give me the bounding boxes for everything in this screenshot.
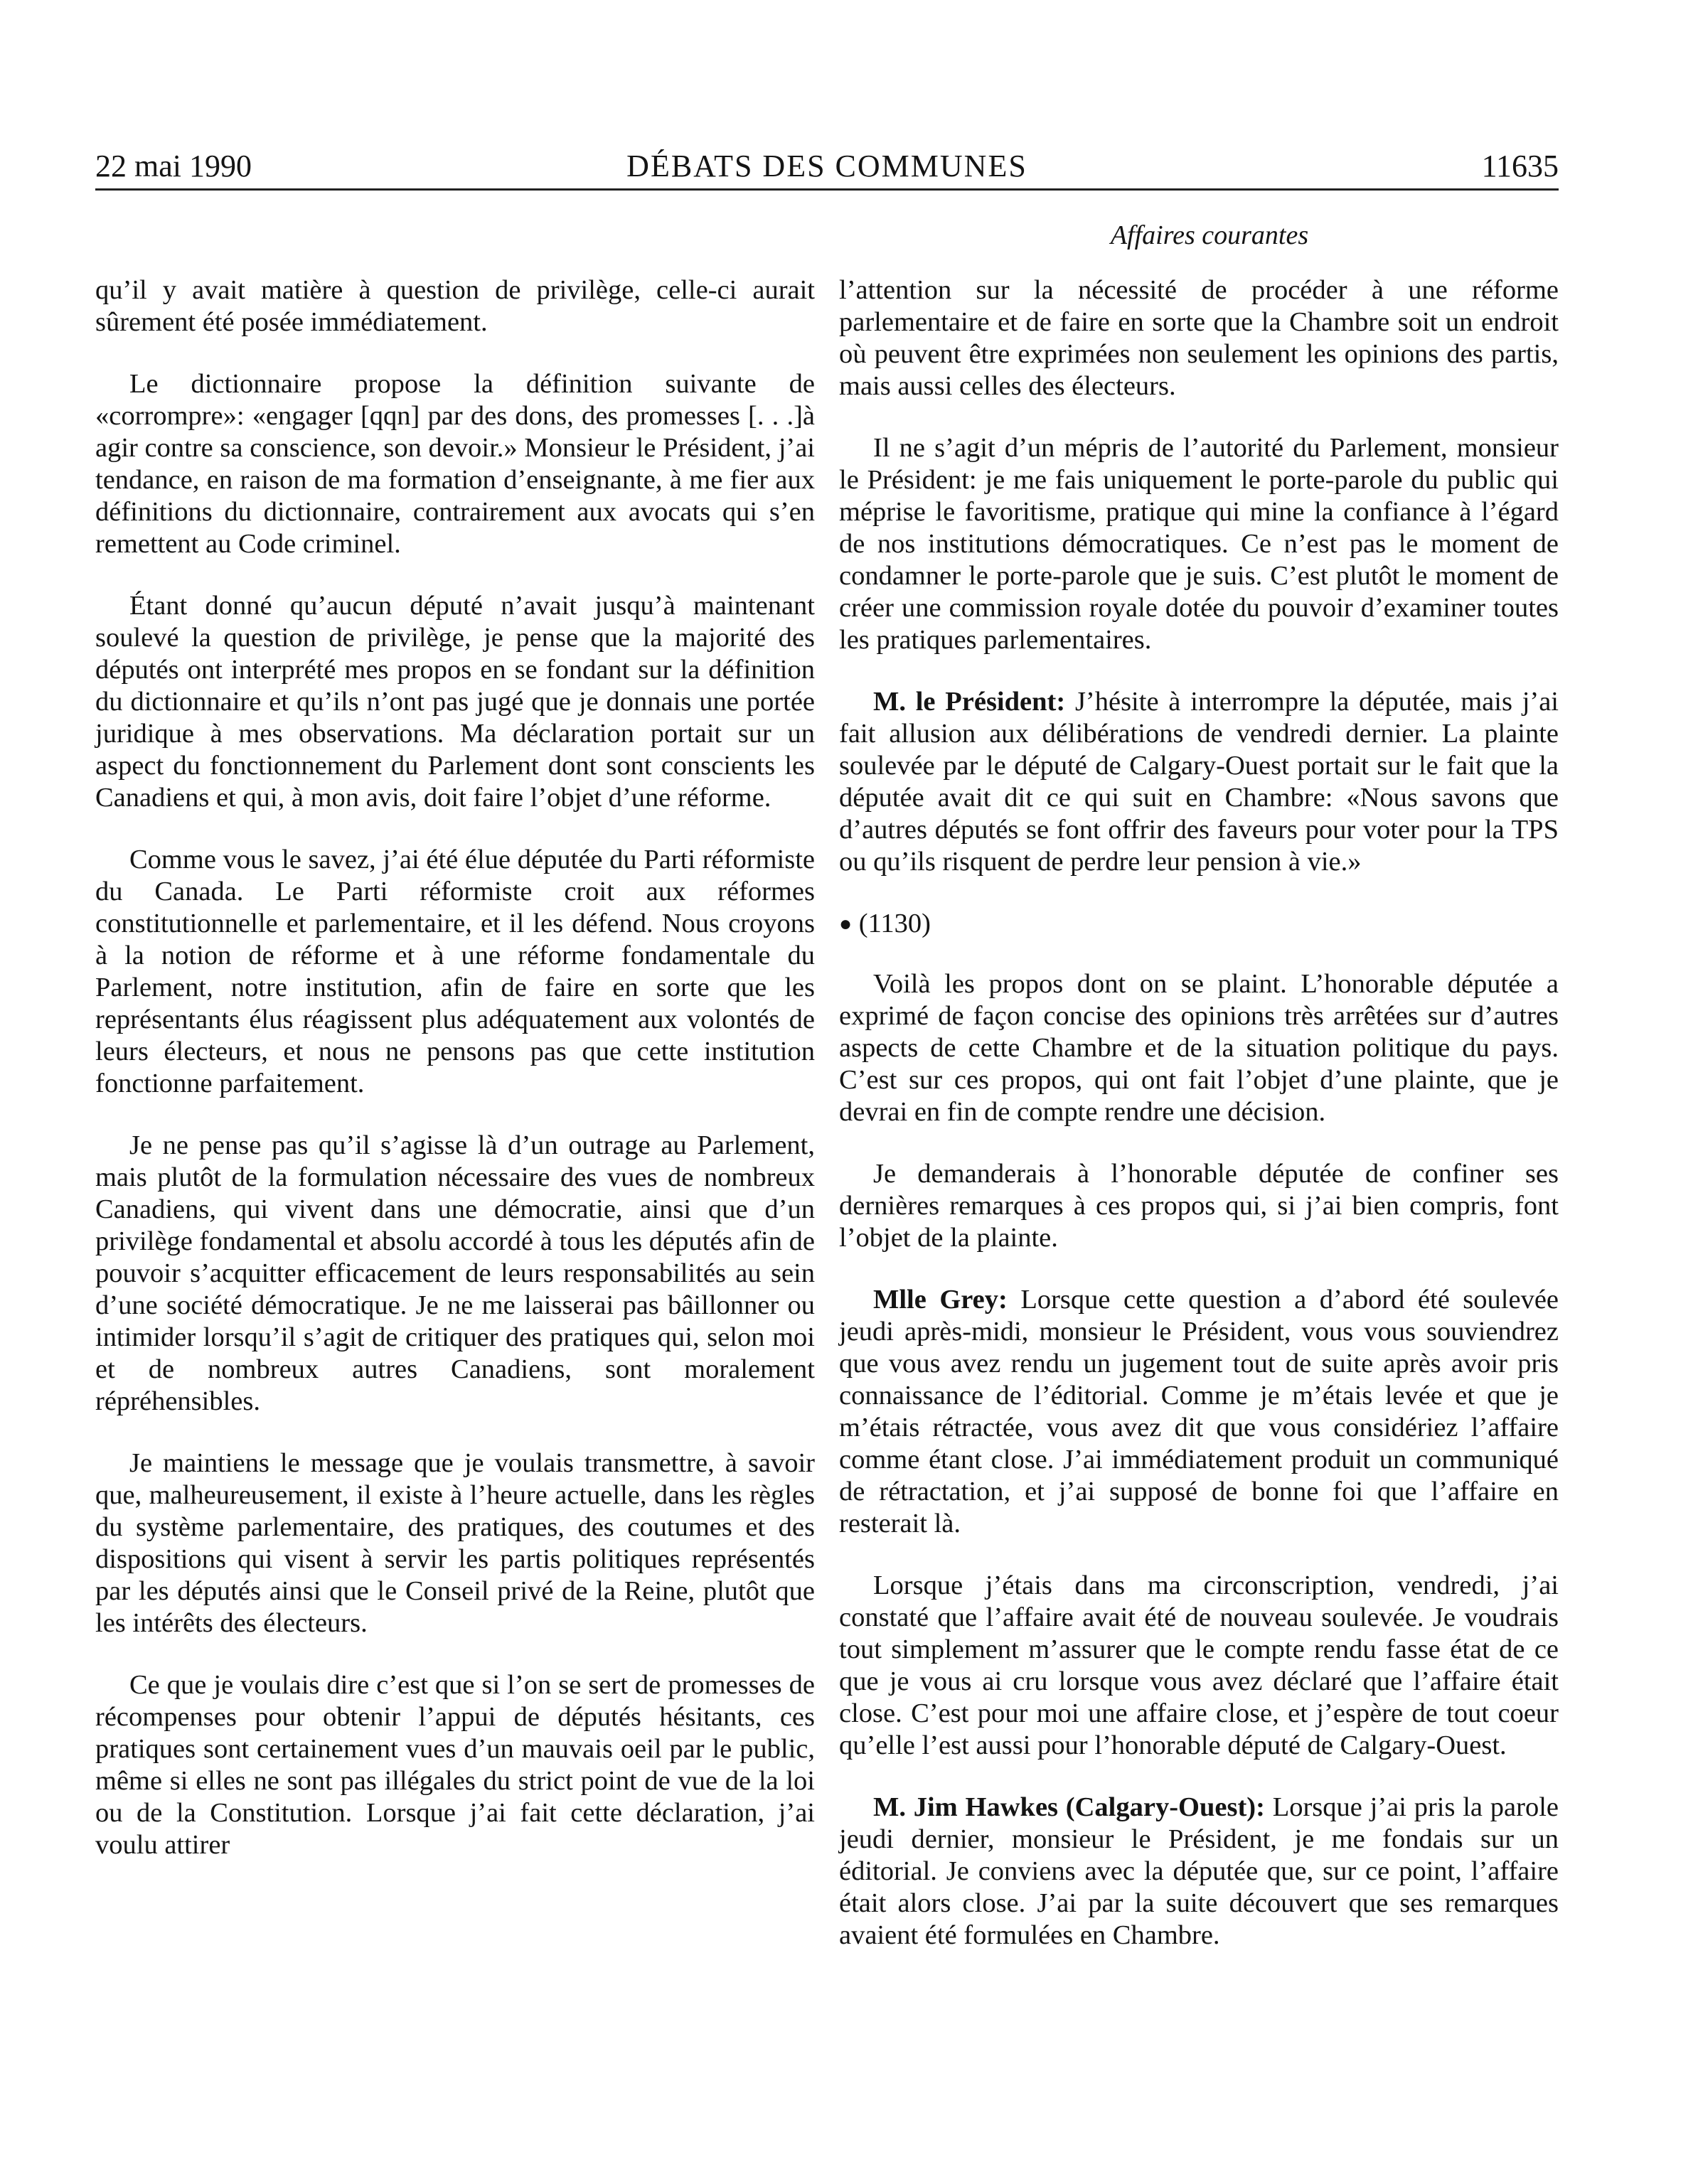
paragraph: Étant donné qu’aucun député n’avait jusqu’à maintenant soulevé la question de privilège, je pense que la majorité des députés ont interprété mes propos en se fondant sur la définition du dictionnaire et qu’ils n’ont pas jugé que je donnais une portée juridique à mes observations. Ma déclaration portait sur un aspect du fonctionnement du Parlement dont sont conscients les Canadiens et qui, à mon avis, doit faire l’objet d’une réforme.: [95, 591, 815, 813]
header-title: DÉBATS DES COMMUNES: [626, 149, 1027, 183]
speaker-name: M. Jim Hawkes (Calgary-Ouest):: [873, 1792, 1265, 1822]
paragraph: Ce que je voulais dire c’est que si l’on se sert de promesses de récompenses pour obtenir l’appui de députés hésitants, ces pratiques sont certainement vues d’un mauvais oeil par le public, même si elles ne sont pas illégales du strict point de vue de la loi ou de la Constitution. Lorsque j’ai fait cette déclaration, j’ai voulu attirer: [95, 1670, 815, 1860]
time-marker-text: (1130): [858, 909, 931, 938]
speaker-name: M. le Président:: [873, 687, 1066, 717]
speech-paragraph: [839, 1284, 1559, 1540]
paragraph: Je maintiens le message que je voulais transmettre, à savoir que, malheureusement, il existe à l’heure actuelle, dans les règles du système parlementaire, des pratiques, des coutumes et des dispositions qui visent à servir les partis politiques représentés par les députés ainsi que le Conseil privé de la Reine, plutôt que les intérêts des électeurs.: [95, 1448, 815, 1638]
paragraph: Je ne pense pas qu’il s’agisse là d’un outrage au Parlement, mais plutôt de la formulation nécessaire des vues de nombreux Canadiens, qui vivent dans une démocratie, ainsi que d’un privilège fondamental et absolu accordé à tous les députés afin de pouvoir s’acquitter efficacement de leurs responsabilités au sein d’une société démocratique. Je ne me laisserai pas bâillonner ou intimider lorsqu’il s’agit de critiquer des pratiques qui, selon moi et de nombreux autres Canadiens, sont moralement répréhensibles.: [95, 1130, 815, 1416]
speaker-name: Mlle Grey:: [873, 1285, 1008, 1315]
page-number: 11635: [1481, 149, 1559, 183]
paragraph: Il ne s’agit d’un mépris de l’autorité du Parlement, monsieur le Président: je me fais uniquement le porte-parole du public qui méprise le favoritisme, pratique qui mine la confiance à l’égard de nos institutions démocratiques. Ce n’est pas le moment de condamner le porte-parole que je suis. C’est plutôt le moment de créer une commission royale dotée du pouvoir d’examiner toutes les pratiques parlementaires.: [839, 433, 1559, 655]
paragraph: Voilà les propos dont on se plaint. L’honorable députée a exprimé de façon concise des opinions très arrêtées sur d’autres aspects de cette Chambre et de la situation politique du pays. C’est sur ces propos, qui ont fait l’objet d’une plainte, que je devrai en fin de compte rendre une décision.: [839, 969, 1559, 1127]
speech-paragraph: [839, 1792, 1559, 1952]
paragraph: qu’il y avait matière à question de privilège, celle-ci aurait sûrement été posée immédiatement.: [95, 275, 815, 337]
paragraph: Je demanderais à l’honorable députée de confiner ses dernières remarques à ces propos qui, si j’ai bien compris, font l’objet de la plainte.: [839, 1159, 1559, 1253]
left-column: [95, 274, 815, 1891]
time-marker: [839, 908, 1559, 940]
bullet-icon: ●: [839, 912, 853, 936]
speech-text: J’hésite à interrompre la députée, mais j’ai fait allusion aux délibérations de vendredi dernier. La plainte soulevée par le député de Calgary-Ouest portait sur le fait que la députée avait dit ce qui suit en Chambre: «Nous savons que d’autres députés se font offrir des faveurs pour voter pour la TPS ou qu’ils risquent de perdre leur pension à vie.»: [839, 687, 1559, 877]
header-rule: [95, 188, 1559, 191]
paragraph: Lorsque j’étais dans ma circonscription, vendredi, j’ai constaté que l’affaire avait été de nouveau soulevée. Je voudrais tout simplement m’assurer que le compte rendu fasse état de ce que je vous ai cru lorsque vous avez déclaré que l’affaire était close. C’est pour moi une affaire close, et j’espère de tout coeur qu’elle l’est aussi pour l’honorable député de Calgary-Ouest.: [839, 1570, 1559, 1760]
paragraph: l’attention sur la nécessité de procéder à une réforme parlementaire et de faire en sorte que la Chambre soit un endroit où peuvent être exprimées non seulement les opinions des partis, mais aussi celles des électeurs.: [839, 275, 1559, 401]
right-column: [839, 274, 1559, 1981]
speech-text: Lorsque j’ai pris la parole jeudi dernier, monsieur le Président, je me fondais sur un éditorial. Je conviens avec la députée que, sur ce point, l’affaire était alors close. J’ai par la suite découvert que ses remarques avaient été formulées en Chambre.: [839, 1792, 1559, 1950]
header-date: 22 mai 1990: [95, 149, 252, 183]
paragraph: Comme vous le savez, j’ai été élue députée du Parti réformiste du Canada. Le Parti réformiste croit aux réformes constitutionnelle et parlementaire, et il les défend. Nous croyons à la notion de réforme et à une réforme fondamentale du Parlement, notre institution, afin de faire en sorte que les représentants élus réagissent plus adéquatement aux volontés de leurs électeurs, et nous ne pensons pas que cette institution fonctionne parfaitement.: [95, 845, 815, 1098]
section-heading: Affaires courantes: [1110, 220, 1309, 250]
speech-paragraph: [839, 686, 1559, 878]
speech-text: Lorsque cette question a d’abord été soulevée jeudi après-midi, monsieur le Président, vous vous souviendrez que vous avez rendu un jugement tout de suite après avoir pris connaissance de l’éditorial. Comme je m’étais levée et que je m’étais rétractée, vous avez dit que vous considériez l’affaire comme étant close. J’ai immédiatement produit un communiqué de rétractation, et j’ai supposé de bonne foi que l’affaire en resterait là.: [839, 1285, 1559, 1538]
paragraph: Le dictionnaire propose la définition suivante de «corrompre»: «engager [qqn] par des dons, des promesses [. . .]à agir contre sa conscience, son devoir.» Monsieur le Président, j’ai tendance, en raison de ma formation d’enseignante, à me fier aux définitions du dictionnaire, contrairement aux avocats qui s’en remettent au Code criminel.: [95, 369, 815, 559]
page-header: [95, 145, 1559, 189]
